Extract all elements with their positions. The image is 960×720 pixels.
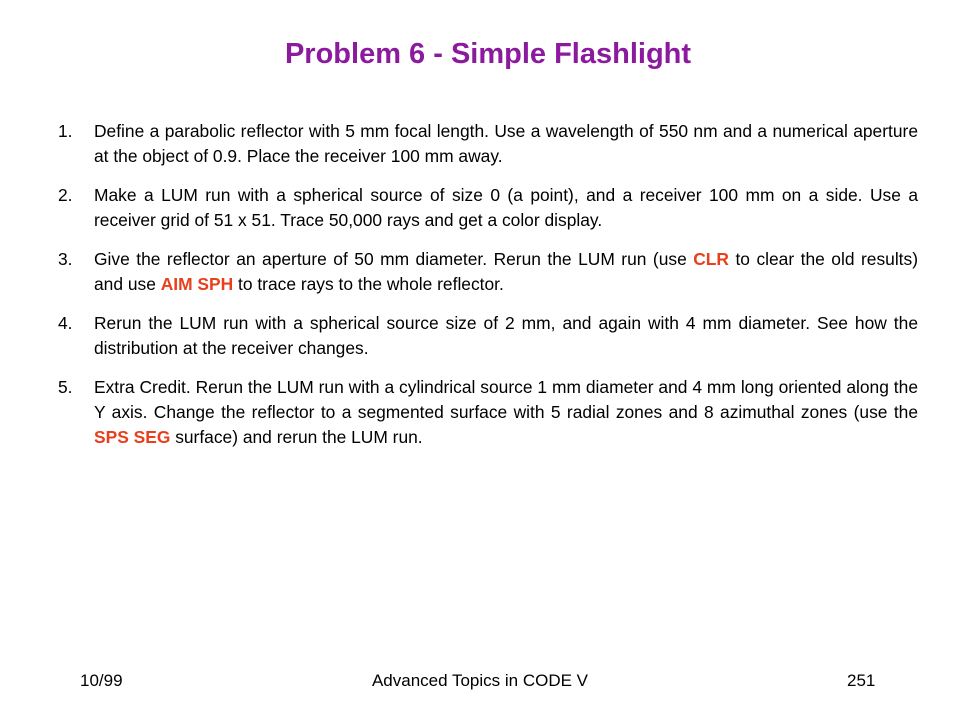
- footer-date: 10/99: [80, 671, 123, 690]
- step-number: 2.: [58, 185, 73, 205]
- step-item-2: [58, 183, 918, 233]
- command-sps-seg: SPS SEG: [94, 427, 171, 447]
- footer-course-title: Advanced Topics in CODE V: [371, 671, 589, 690]
- problem-steps-list: [58, 119, 918, 464]
- slide-title: Problem 6 - Simple Flashlight: [284, 38, 692, 70]
- step-text: to trace rays to the whole reflector.: [233, 274, 504, 294]
- step-text: Define a parabolic reflector with 5 mm focal length. Use a wavelength of 550 nm and a numerical aperture at the object of 0.9. Place the receiver 100 mm away.: [94, 121, 918, 166]
- command-aim-sph: AIM SPH: [160, 274, 234, 294]
- step-text: to clear the old results) and use: [94, 249, 918, 294]
- step-text: Make a LUM run with a spherical source of size 0 (a point), and a receiver 100 mm on a side. Use a receiver grid of 51 x 51. Trace 50,000 rays and get a color display.: [94, 185, 918, 230]
- footer-page-number: 251: [847, 671, 876, 690]
- step-item-3: [58, 247, 918, 297]
- step-text: Give the reflector an aperture of 50 mm diameter. Rerun the LUM run (use: [94, 249, 694, 269]
- step-text: Rerun the LUM run with a spherical source size of 2 mm, and again with 4 mm diameter. See how the distribution at the receiver changes.: [94, 313, 918, 358]
- step-text: surface) and rerun the LUM run.: [170, 427, 423, 447]
- step-number: 1.: [58, 121, 73, 141]
- step-item-4: [58, 311, 918, 361]
- step-number: 4.: [58, 313, 73, 333]
- command-clr: CLR: [693, 249, 729, 269]
- step-number: 5.: [58, 377, 73, 397]
- step-text: Extra Credit. Rerun the LUM run with a cylindrical source 1 mm diameter and 4 mm long oriented along the Y axis. Change the reflector to a segmented surface with 5 radial zones and 8 azimuthal zones (use the: [94, 377, 918, 422]
- step-number: 3.: [58, 249, 73, 269]
- step-item-1: [58, 119, 918, 169]
- step-item-5: [58, 375, 918, 450]
